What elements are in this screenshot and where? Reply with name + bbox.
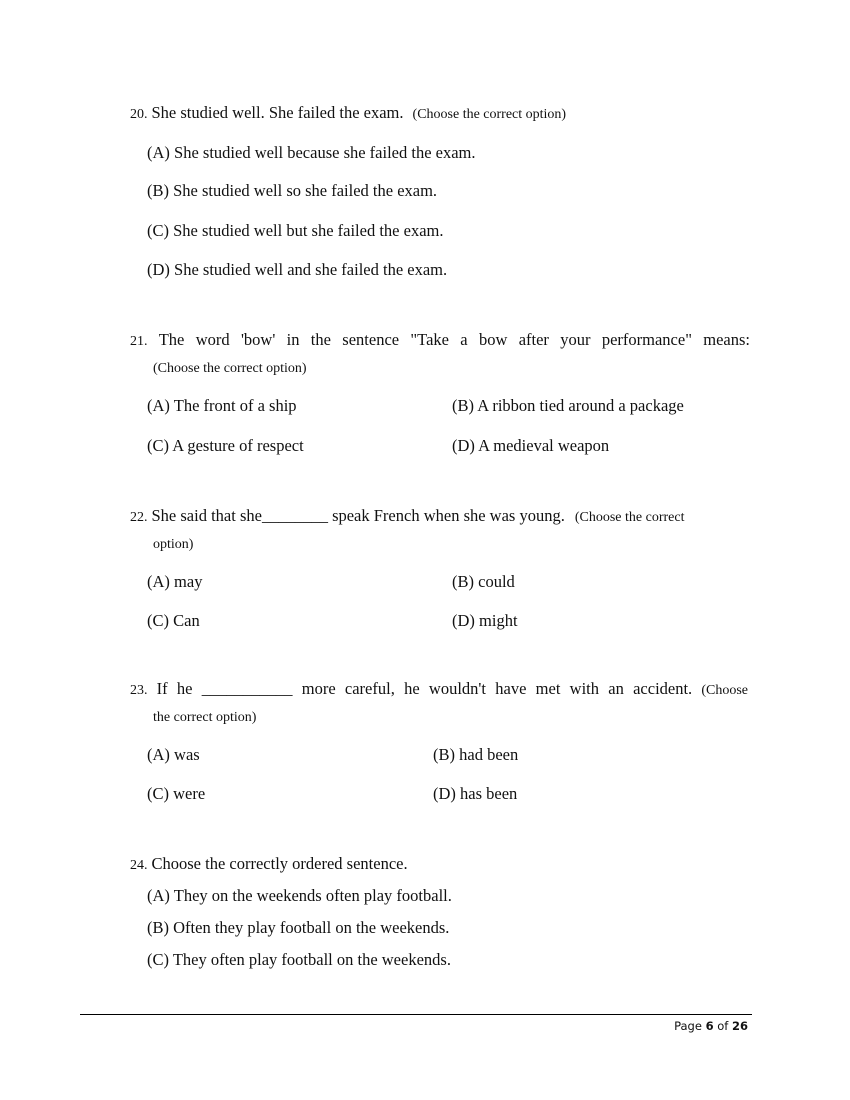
option-text: could [478, 572, 515, 591]
footer-divider [80, 1014, 752, 1015]
total-pages-number: 26 [731, 1019, 748, 1033]
question-21 [130, 330, 750, 350]
option-label: (B) [147, 918, 169, 937]
option-text: A medieval weapon [478, 436, 610, 455]
option-c [147, 611, 200, 631]
option-b [452, 396, 684, 416]
question-stem: She said that she________ speak French when she was young. [151, 506, 565, 525]
question-stem: If he ___________ more careful, he wouldn't have met with an accident. [156, 679, 693, 698]
option-text: was [174, 745, 200, 764]
option-a [147, 396, 297, 416]
option-text: She studied well and she failed the exam. [174, 260, 448, 279]
question-stem: The word 'bow' in the sentence "Take a bow after your performance" means: [158, 330, 750, 349]
option-text: has been [460, 784, 518, 803]
of-word: of [717, 1019, 729, 1033]
option-text: She studied well because she failed the exam. [174, 143, 476, 162]
option-label: (D) [452, 611, 475, 630]
option-text: may [174, 572, 203, 591]
question-number: 24. [130, 858, 148, 873]
option-a [147, 143, 476, 163]
option-label: (B) [452, 396, 474, 415]
question-hint-continued: option) [153, 537, 194, 552]
option-c [147, 436, 304, 456]
option-c [147, 221, 443, 241]
option-label: (C) [147, 611, 169, 630]
question-23 [130, 679, 748, 699]
option-text: might [479, 611, 518, 630]
option-c [147, 950, 451, 970]
question-24 [130, 854, 408, 874]
option-c [147, 784, 205, 804]
option-d [147, 260, 447, 280]
option-label: (C) [147, 950, 169, 969]
option-a [147, 745, 200, 765]
current-page-number: 6 [705, 1019, 714, 1033]
option-b [433, 745, 518, 765]
question-hint-continued: the correct option) [153, 710, 257, 725]
question-hint: (Choose the correct option) [153, 361, 307, 376]
option-text: She studied well but she failed the exam. [173, 221, 444, 240]
option-text: Often they play football on the weekends. [173, 918, 450, 937]
option-text: were [173, 784, 206, 803]
option-a [147, 886, 452, 906]
question-hint: (Choose the correct option) [412, 107, 567, 122]
question-number: 20. [130, 107, 148, 122]
option-label: (B) [433, 745, 455, 764]
option-label: (C) [147, 784, 169, 803]
question-hint: (Choose the correct [574, 510, 685, 525]
option-label: (B) [147, 181, 169, 200]
option-d [452, 436, 609, 456]
option-text: The front of a ship [173, 396, 297, 415]
option-b [452, 572, 515, 592]
question-stem: She studied well. She failed the exam. [151, 103, 404, 122]
option-label: (D) [147, 260, 170, 279]
question-number: 23. [130, 683, 148, 698]
question-22 [130, 506, 684, 526]
page-word: Page [674, 1019, 702, 1033]
option-a [147, 572, 202, 592]
option-d [433, 784, 517, 804]
page-footer [674, 1019, 748, 1033]
question-number: 22. [130, 510, 148, 525]
option-text: She studied well so she failed the exam. [173, 181, 438, 200]
option-text: A gesture of respect [172, 436, 304, 455]
option-label: (A) [147, 143, 170, 162]
option-text: Can [173, 611, 200, 630]
option-label: (A) [147, 886, 170, 905]
option-text: A ribbon tied around a package [477, 396, 684, 415]
option-label: (D) [452, 436, 475, 455]
question-stem: Choose the correctly ordered sentence. [151, 854, 408, 873]
option-text: had been [459, 745, 519, 764]
question-20 [130, 103, 566, 123]
option-label: (A) [147, 745, 170, 764]
option-text: They on the weekends often play football. [173, 886, 452, 905]
option-label: (A) [147, 572, 170, 591]
option-label: (B) [452, 572, 474, 591]
option-label: (D) [433, 784, 456, 803]
option-text: They often play football on the weekends. [172, 950, 451, 969]
option-label: (C) [147, 221, 169, 240]
option-d [452, 611, 518, 631]
option-b [147, 918, 449, 938]
option-label: (C) [147, 436, 169, 455]
option-label: (A) [147, 396, 170, 415]
question-number: 21. [130, 334, 148, 349]
option-b [147, 181, 437, 201]
question-hint: (Choose [701, 683, 748, 698]
